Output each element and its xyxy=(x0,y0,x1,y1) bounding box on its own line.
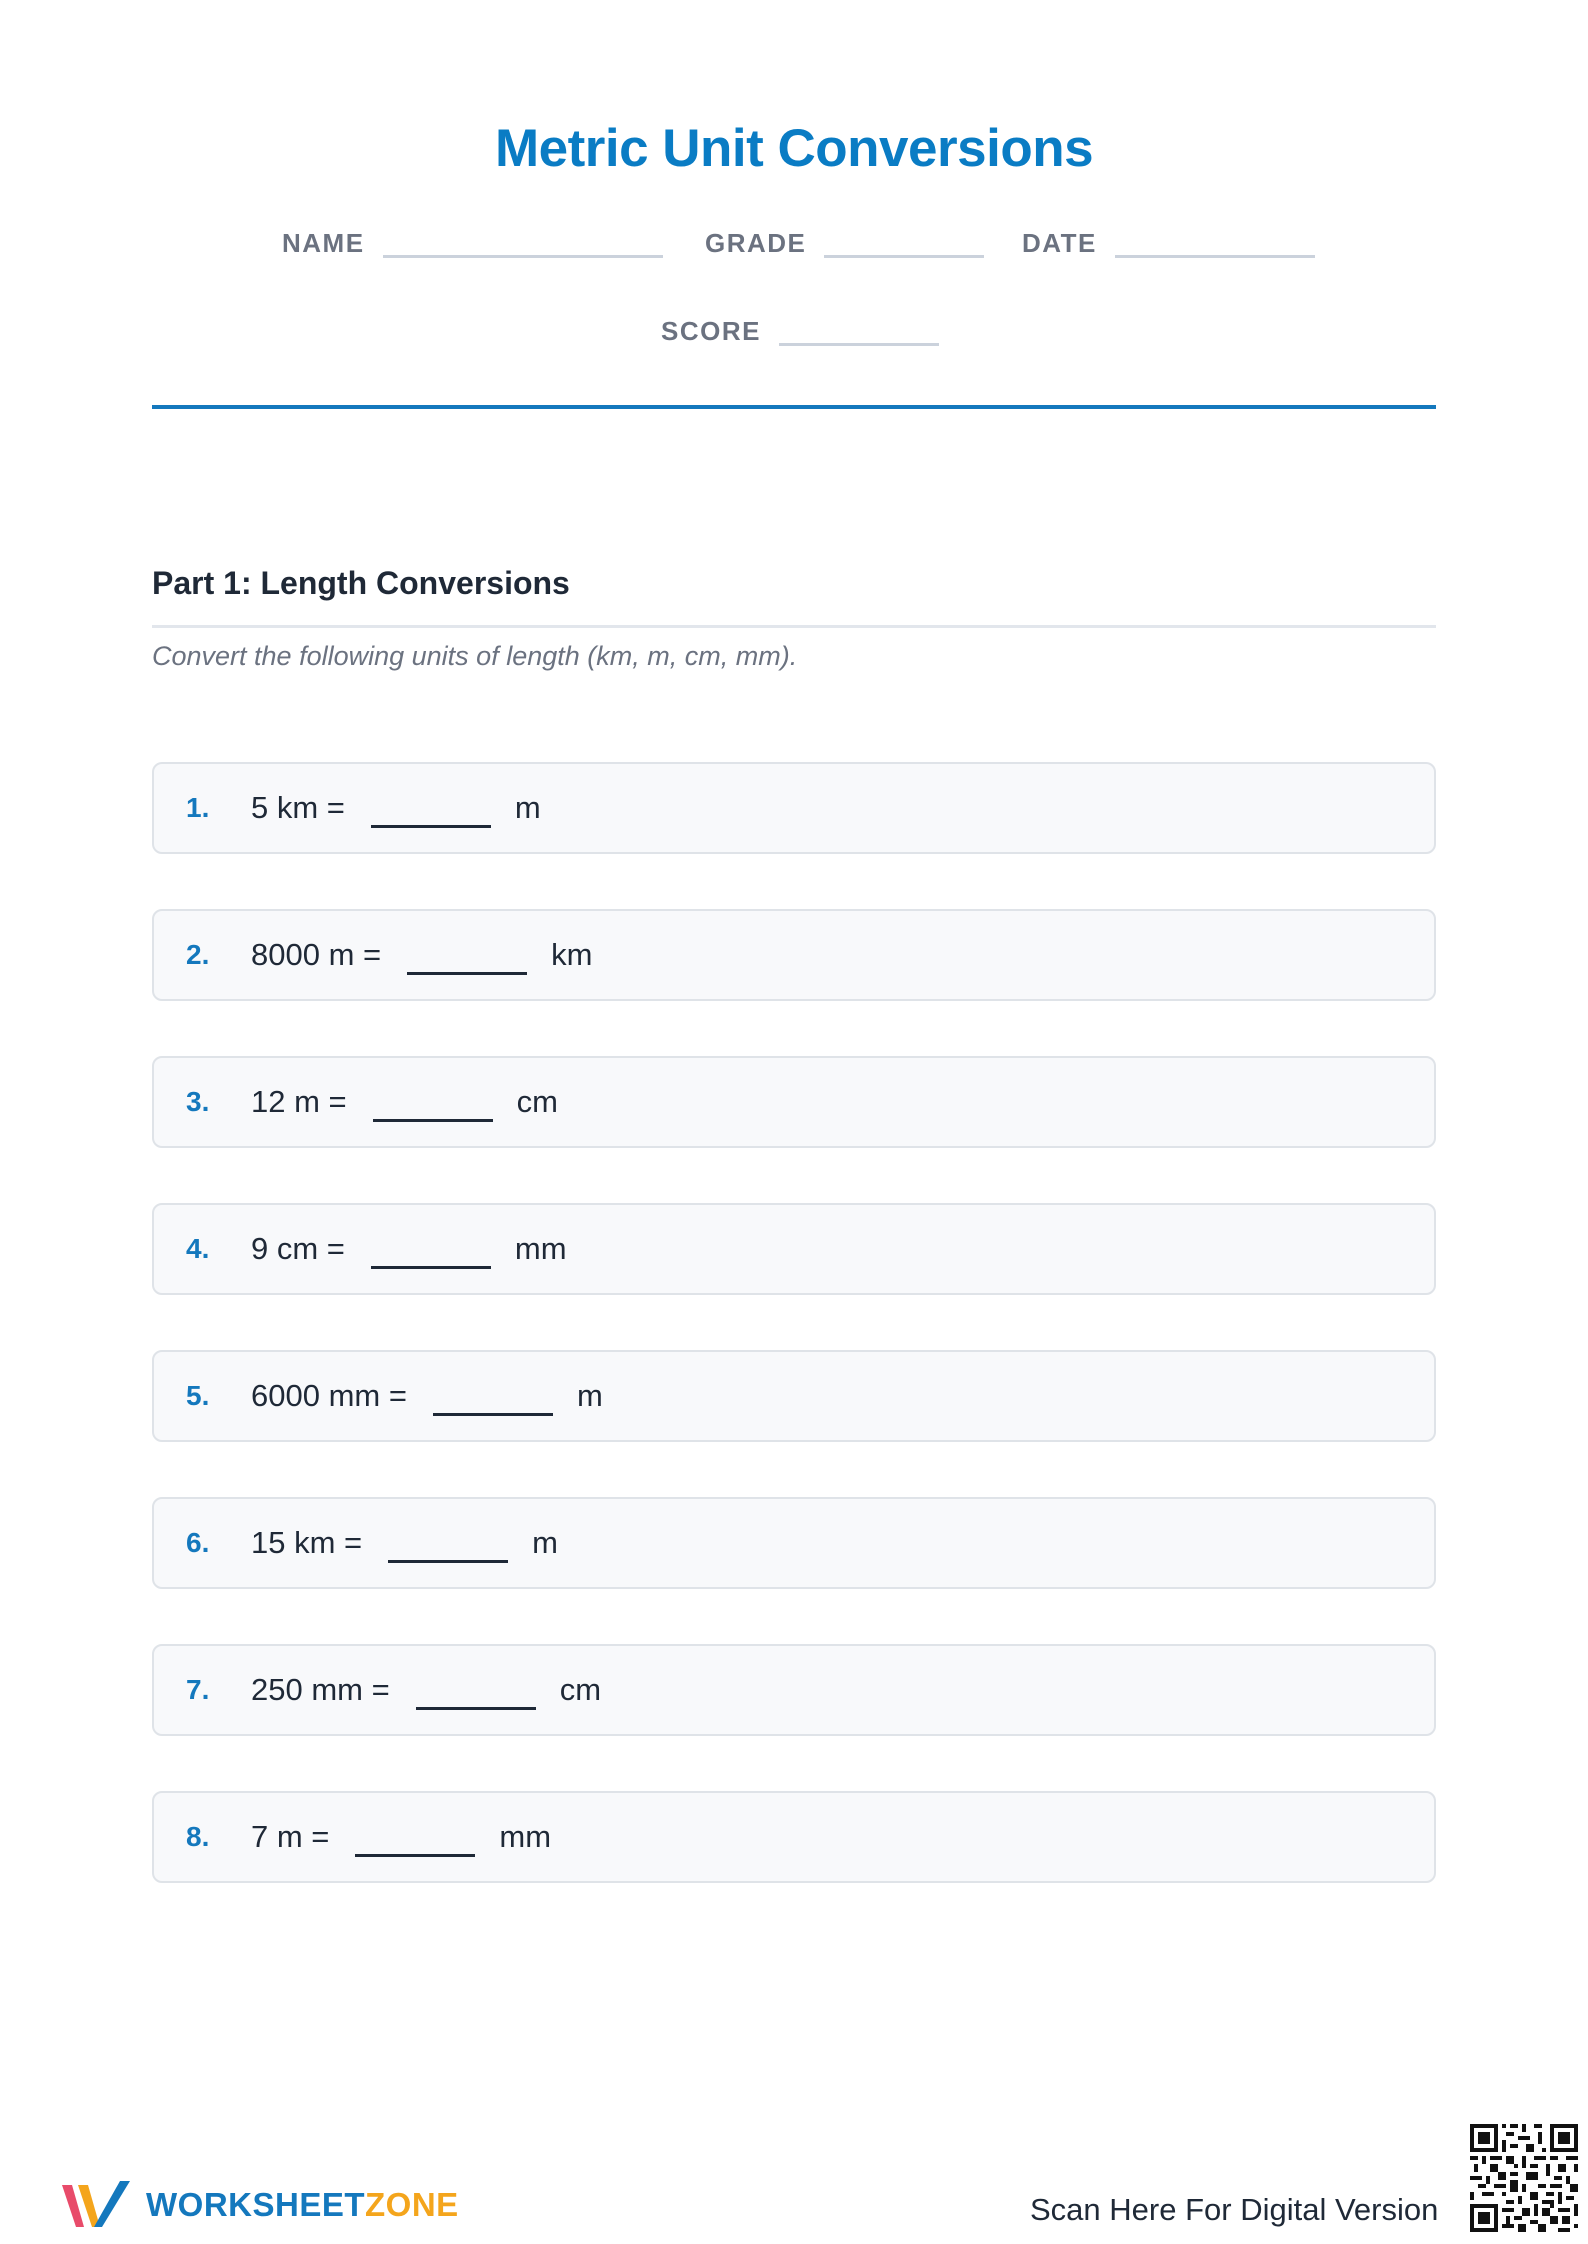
question-number: 1. xyxy=(186,792,210,823)
name-label: NAME xyxy=(282,228,365,258)
grade-field[interactable] xyxy=(705,228,984,258)
question-number: 3. xyxy=(186,1086,210,1117)
question-number: 2. xyxy=(186,939,210,970)
date-line[interactable] xyxy=(1115,240,1315,258)
score-label: SCORE xyxy=(661,316,761,346)
section-title: Part 1: Length Conversions xyxy=(152,565,570,601)
question-unit: m xyxy=(532,1525,558,1560)
question-unit: m xyxy=(576,1378,603,1413)
question-unit: cm xyxy=(559,1672,602,1707)
answer-blank[interactable] xyxy=(355,1854,475,1857)
grade-line[interactable] xyxy=(824,240,984,258)
question-expression: 5 km = xyxy=(251,790,345,825)
brand-name-part2: ZONE xyxy=(365,2186,459,2223)
brand-name-part1: WORKSHEET xyxy=(146,2186,365,2223)
question-4 xyxy=(152,1203,1436,1295)
header-divider xyxy=(152,405,1436,409)
question-1 xyxy=(152,762,1436,854)
question-expression: 6000 mm = xyxy=(251,1378,407,1413)
answer-blank[interactable] xyxy=(433,1413,553,1416)
scan-instruction: Scan Here For Digital Version xyxy=(1030,2192,1439,2227)
question-number: 5. xyxy=(186,1380,210,1411)
grade-label: GRADE xyxy=(705,228,807,258)
question-number: 8. xyxy=(186,1821,210,1852)
date-label: DATE xyxy=(1022,228,1097,258)
question-number: 4. xyxy=(186,1233,210,1264)
question-2 xyxy=(152,909,1436,1001)
brand-name xyxy=(146,2186,459,2224)
question-list xyxy=(152,762,1436,1938)
question-expression: 15 km = xyxy=(251,1525,363,1560)
question-number: 6. xyxy=(186,1527,210,1558)
answer-blank[interactable] xyxy=(371,825,491,828)
score-field[interactable] xyxy=(661,316,939,346)
brand-logo xyxy=(58,2177,459,2233)
qr-code-icon[interactable] xyxy=(1470,2124,1578,2232)
question-expression: 7 m = xyxy=(251,1819,330,1854)
question-8 xyxy=(152,1791,1436,1883)
answer-blank[interactable] xyxy=(371,1266,491,1269)
score-line[interactable] xyxy=(779,328,939,346)
question-expression: 250 mm = xyxy=(251,1672,390,1707)
page-title: Metric Unit Conversions xyxy=(494,119,1094,178)
name-field[interactable] xyxy=(282,228,663,258)
name-line[interactable] xyxy=(383,240,663,258)
question-unit: km xyxy=(551,937,593,972)
section-divider xyxy=(152,625,1436,628)
question-unit: mm xyxy=(499,1819,552,1854)
answer-blank[interactable] xyxy=(373,1119,493,1122)
question-expression: 9 cm = xyxy=(251,1231,345,1266)
worksheetzone-logo-icon xyxy=(58,2177,134,2233)
question-unit: cm xyxy=(516,1084,558,1119)
answer-blank[interactable] xyxy=(407,972,527,975)
question-expression: 8000 m = xyxy=(251,937,382,972)
question-number: 7. xyxy=(186,1674,210,1705)
question-6 xyxy=(152,1497,1436,1589)
question-unit: m xyxy=(514,790,541,825)
date-field[interactable] xyxy=(1022,228,1315,258)
question-3 xyxy=(152,1056,1436,1148)
section-instruction: Convert the following units of length (km, m, cm, mm). xyxy=(152,641,798,671)
question-expression: 12 m = xyxy=(251,1084,347,1119)
answer-blank[interactable] xyxy=(416,1707,536,1710)
answer-blank[interactable] xyxy=(388,1560,508,1563)
question-unit: mm xyxy=(514,1231,567,1266)
question-5 xyxy=(152,1350,1436,1442)
question-7 xyxy=(152,1644,1436,1736)
